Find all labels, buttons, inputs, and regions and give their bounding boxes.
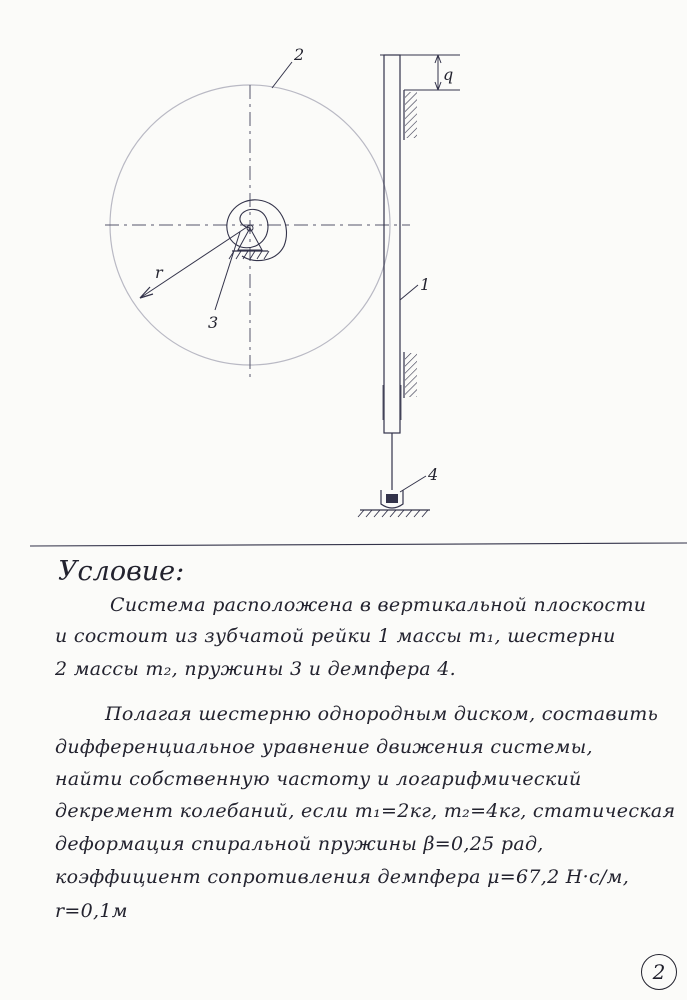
section-divider [30,543,687,546]
label-radius: r [155,263,163,282]
condition-line-10: r=0,1м [55,900,128,922]
label-rack: 1 [420,275,431,294]
condition-line-1: Система расположена в вертикальной плоскости [110,594,647,616]
label-gear: 2 [294,45,305,64]
label-coordinate: q [443,65,454,84]
condition-line-2: и состоит из зубчатой рейки 1 массы m₁, шестерни [55,625,616,647]
radius-line [140,225,250,298]
condition-line-6: найти собственную частоту и логарифмический [55,768,582,790]
label-spring: 3 [208,313,219,332]
condition-line-8: деформация спиральной пружины β=0,25 рад, [55,833,544,855]
condition-line-4: Полагая шестерню однородным диском, составить [105,703,659,725]
condition-line-9: коэффициент сопротивления демпфера μ=67,2 Н·с/м, [55,866,630,888]
condition-line-3: 2 массы m₂, пружины 3 и демпфера 4. [55,658,456,680]
condition-heading: Условие: [58,556,185,587]
condition-line-7: декремент колебаний, если m₁=2кг, m₂=4кг, статическая [55,800,676,822]
condition-line-5: дифференциальное уравнение движения системы, [55,736,593,758]
label-damper: 4 [428,465,439,484]
page-number: 2 [641,954,677,990]
toothed-rack [384,55,400,433]
